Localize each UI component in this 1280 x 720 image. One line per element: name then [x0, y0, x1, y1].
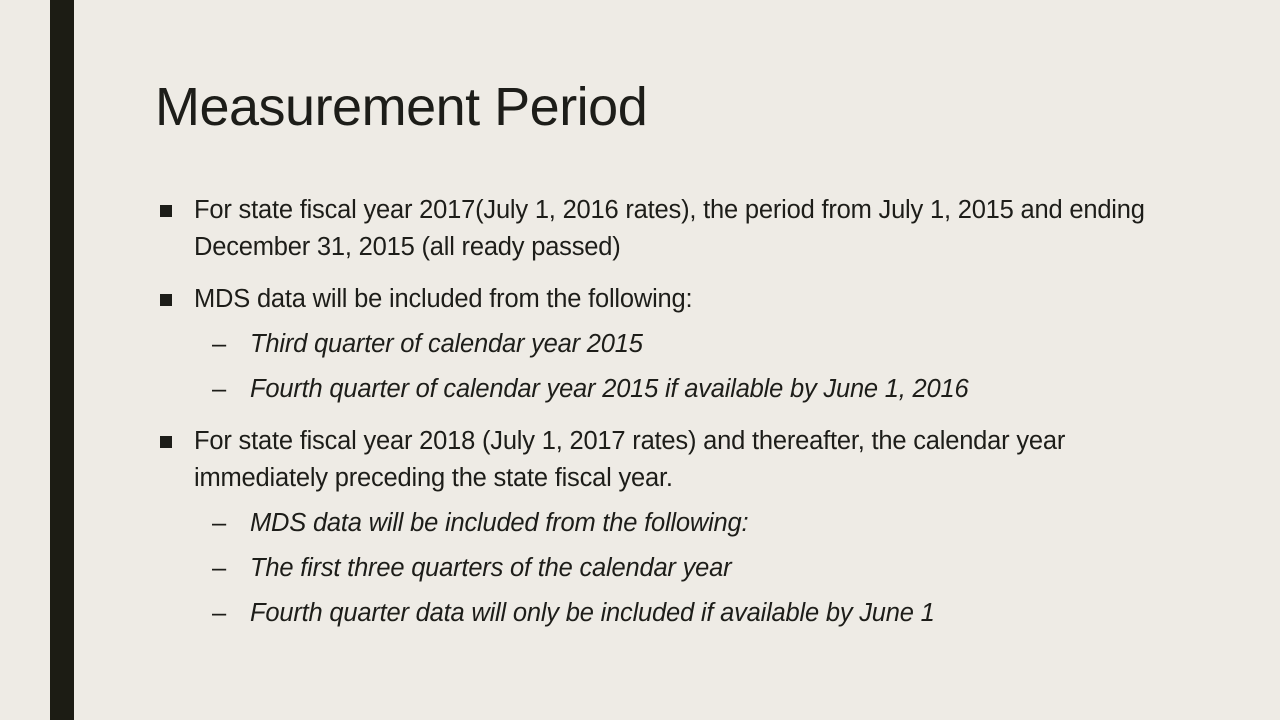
dash-bullet-icon: – — [212, 330, 226, 358]
square-bullet-icon — [160, 436, 172, 448]
dash-bullet-icon: – — [212, 509, 226, 537]
bullet-item — [160, 423, 1170, 497]
square-bullet-icon — [160, 205, 172, 217]
sub-bullet-item — [160, 505, 1170, 542]
bullet-text: For state fiscal year 2017(July 1, 2016 rates), the period from July 1, 2015 and ending December 31, 2015 (all ready passed) — [194, 196, 1145, 261]
sub-bullet-item — [160, 371, 1170, 408]
slide-title: Measurement Period — [155, 77, 648, 137]
bullet-text: MDS data will be included from the following: — [194, 285, 693, 313]
bullet-item — [160, 281, 1170, 318]
sub-bullet-item — [160, 326, 1170, 363]
sub-bullet-text: Fourth quarter data will only be included if available by June 1 — [250, 599, 935, 627]
sub-bullet-list — [160, 505, 1170, 632]
sub-bullet-text: Fourth quarter of calendar year 2015 if available by June 1, 2016 — [250, 375, 969, 403]
dash-bullet-icon: – — [212, 375, 226, 403]
sub-bullet-item — [160, 550, 1170, 587]
square-bullet-icon — [160, 294, 172, 306]
sub-bullet-list — [160, 326, 1170, 408]
bullet-text: For state fiscal year 2018 (July 1, 2017 rates) and thereafter, the calendar year immediately preceding the state fiscal year. — [194, 427, 1066, 492]
bullet-item — [160, 192, 1170, 266]
sub-bullet-item — [160, 595, 1170, 632]
accent-bar — [50, 0, 74, 720]
bullet-list — [160, 192, 1170, 632]
sub-bullet-text: Third quarter of calendar year 2015 — [250, 330, 643, 358]
sub-bullet-text: MDS data will be included from the following: — [250, 509, 749, 537]
dash-bullet-icon: – — [212, 599, 226, 627]
dash-bullet-icon: – — [212, 554, 226, 582]
sub-bullet-text: The first three quarters of the calendar year — [250, 554, 732, 582]
